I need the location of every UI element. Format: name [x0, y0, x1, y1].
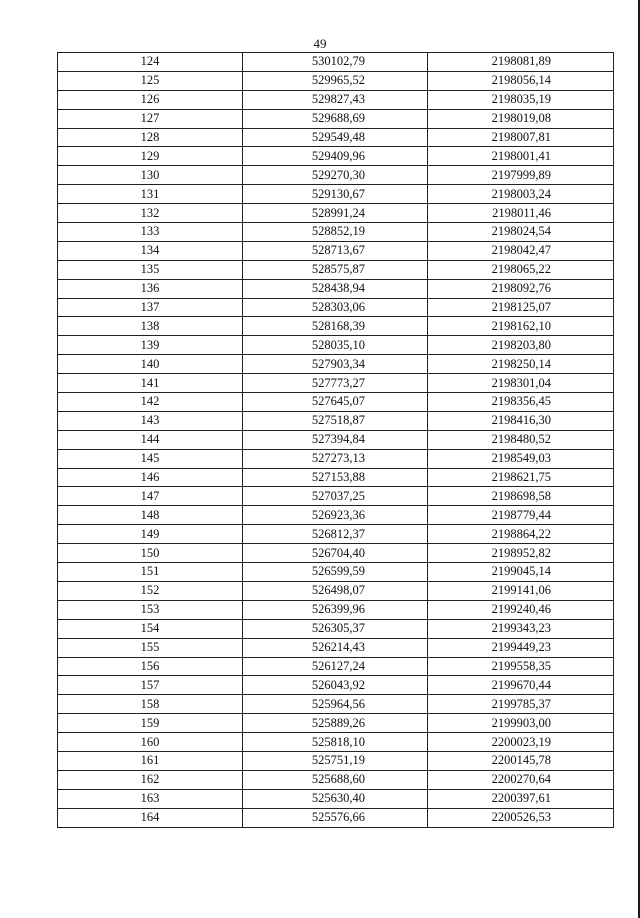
- y-coordinate-cell: 2198019,08: [428, 109, 614, 128]
- x-coordinate-cell: 527153,88: [243, 468, 428, 487]
- table-row: [58, 695, 614, 714]
- x-coordinate-cell: 529130,67: [243, 185, 428, 204]
- point-number-cell: 153: [58, 600, 243, 619]
- table-row: [58, 506, 614, 525]
- y-coordinate-cell: 2200526,53: [428, 808, 614, 827]
- point-number-cell: 145: [58, 449, 243, 468]
- y-coordinate-cell: 2198162,10: [428, 317, 614, 336]
- point-number-cell: 152: [58, 581, 243, 600]
- table-row: [58, 185, 614, 204]
- y-coordinate-cell: 2198007,81: [428, 128, 614, 147]
- table-row: [58, 525, 614, 544]
- y-coordinate-cell: 2198003,24: [428, 185, 614, 204]
- y-coordinate-cell: 2199343,23: [428, 619, 614, 638]
- x-coordinate-cell: 528168,39: [243, 317, 428, 336]
- x-coordinate-cell: 527273,13: [243, 449, 428, 468]
- point-number-cell: 127: [58, 109, 243, 128]
- y-coordinate-cell: 2200145,78: [428, 751, 614, 770]
- y-coordinate-cell: 2198035,19: [428, 90, 614, 109]
- point-number-cell: 138: [58, 317, 243, 336]
- coordinates-table: [57, 52, 614, 828]
- point-number-cell: 132: [58, 204, 243, 223]
- y-coordinate-cell: 2199449,23: [428, 638, 614, 657]
- table-row: [58, 260, 614, 279]
- table-row: [58, 676, 614, 695]
- x-coordinate-cell: 526498,07: [243, 581, 428, 600]
- point-number-cell: 129: [58, 147, 243, 166]
- x-coordinate-cell: 528303,06: [243, 298, 428, 317]
- table-row: [58, 374, 614, 393]
- table-row: [58, 638, 614, 657]
- x-coordinate-cell: 528852,19: [243, 223, 428, 242]
- x-coordinate-cell: 529270,30: [243, 166, 428, 185]
- x-coordinate-cell: 525818,10: [243, 733, 428, 752]
- table-row: [58, 544, 614, 563]
- y-coordinate-cell: 2199240,46: [428, 600, 614, 619]
- y-coordinate-cell: 2199045,14: [428, 563, 614, 582]
- x-coordinate-cell: 525688,60: [243, 770, 428, 789]
- y-coordinate-cell: 2198549,03: [428, 449, 614, 468]
- point-number-cell: 128: [58, 128, 243, 147]
- table-row: [58, 733, 614, 752]
- table-row: [58, 714, 614, 733]
- point-number-cell: 162: [58, 770, 243, 789]
- x-coordinate-cell: 528991,24: [243, 204, 428, 223]
- x-coordinate-cell: 526127,24: [243, 657, 428, 676]
- y-coordinate-cell: 2198001,41: [428, 147, 614, 166]
- y-coordinate-cell: 2198065,22: [428, 260, 614, 279]
- point-number-cell: 139: [58, 336, 243, 355]
- point-number-cell: 125: [58, 71, 243, 90]
- x-coordinate-cell: 527394,84: [243, 430, 428, 449]
- point-number-cell: 161: [58, 751, 243, 770]
- table-row: [58, 430, 614, 449]
- y-coordinate-cell: 2200023,19: [428, 733, 614, 752]
- table-row: [58, 166, 614, 185]
- table-row: [58, 449, 614, 468]
- x-coordinate-cell: 525576,66: [243, 808, 428, 827]
- point-number-cell: 159: [58, 714, 243, 733]
- x-coordinate-cell: 529827,43: [243, 90, 428, 109]
- table-row: [58, 109, 614, 128]
- y-coordinate-cell: 2199141,06: [428, 581, 614, 600]
- y-coordinate-cell: 2198250,14: [428, 355, 614, 374]
- table-row: [58, 789, 614, 808]
- point-number-cell: 164: [58, 808, 243, 827]
- table-row: [58, 808, 614, 827]
- page-number: 49: [313, 36, 327, 51]
- x-coordinate-cell: 527645,07: [243, 393, 428, 412]
- x-coordinate-cell: 529965,52: [243, 71, 428, 90]
- table-row: [58, 411, 614, 430]
- x-coordinate-cell: 530102,79: [243, 53, 428, 72]
- y-coordinate-cell: 2198024,54: [428, 223, 614, 242]
- point-number-cell: 157: [58, 676, 243, 695]
- y-coordinate-cell: 2197999,89: [428, 166, 614, 185]
- x-coordinate-cell: 528713,67: [243, 241, 428, 260]
- table-row: [58, 71, 614, 90]
- x-coordinate-cell: 528035,10: [243, 336, 428, 355]
- table-row: [58, 336, 614, 355]
- table-row: [58, 204, 614, 223]
- table-row: [58, 487, 614, 506]
- y-coordinate-cell: 2198416,30: [428, 411, 614, 430]
- x-coordinate-cell: 526399,96: [243, 600, 428, 619]
- table-row: [58, 770, 614, 789]
- x-coordinate-cell: 526305,37: [243, 619, 428, 638]
- x-coordinate-cell: 526599,59: [243, 563, 428, 582]
- y-coordinate-cell: 2200270,64: [428, 770, 614, 789]
- y-coordinate-cell: 2198125,07: [428, 298, 614, 317]
- y-coordinate-cell: 2200397,61: [428, 789, 614, 808]
- x-coordinate-cell: 526812,37: [243, 525, 428, 544]
- table-row: [58, 657, 614, 676]
- x-coordinate-cell: 525751,19: [243, 751, 428, 770]
- y-coordinate-cell: 2199670,44: [428, 676, 614, 695]
- point-number-cell: 149: [58, 525, 243, 544]
- table-row: [58, 317, 614, 336]
- x-coordinate-cell: 526043,92: [243, 676, 428, 695]
- point-number-cell: 155: [58, 638, 243, 657]
- point-number-cell: 131: [58, 185, 243, 204]
- table-row: [58, 600, 614, 619]
- point-number-cell: 126: [58, 90, 243, 109]
- table-row: [58, 751, 614, 770]
- table-row: [58, 128, 614, 147]
- y-coordinate-cell: 2198698,58: [428, 487, 614, 506]
- table-row: [58, 279, 614, 298]
- table-row: [58, 619, 614, 638]
- point-number-cell: 156: [58, 657, 243, 676]
- point-number-cell: 151: [58, 563, 243, 582]
- table-row: [58, 468, 614, 487]
- x-coordinate-cell: 529549,48: [243, 128, 428, 147]
- point-number-cell: 163: [58, 789, 243, 808]
- point-number-cell: 124: [58, 53, 243, 72]
- point-number-cell: 148: [58, 506, 243, 525]
- x-coordinate-cell: 529409,96: [243, 147, 428, 166]
- table-row: [58, 241, 614, 260]
- x-coordinate-cell: 526704,40: [243, 544, 428, 563]
- point-number-cell: 136: [58, 279, 243, 298]
- y-coordinate-cell: 2198081,89: [428, 53, 614, 72]
- x-coordinate-cell: 525889,26: [243, 714, 428, 733]
- x-coordinate-cell: 527037,25: [243, 487, 428, 506]
- point-number-cell: 140: [58, 355, 243, 374]
- x-coordinate-cell: 528438,94: [243, 279, 428, 298]
- y-coordinate-cell: 2198621,75: [428, 468, 614, 487]
- x-coordinate-cell: 526214,43: [243, 638, 428, 657]
- x-coordinate-cell: 527903,34: [243, 355, 428, 374]
- table-row: [58, 298, 614, 317]
- point-number-cell: 142: [58, 393, 243, 412]
- table-row: [58, 223, 614, 242]
- point-number-cell: 154: [58, 619, 243, 638]
- point-number-cell: 150: [58, 544, 243, 563]
- table-row: [58, 393, 614, 412]
- point-number-cell: 146: [58, 468, 243, 487]
- point-number-cell: 158: [58, 695, 243, 714]
- x-coordinate-cell: 527773,27: [243, 374, 428, 393]
- x-coordinate-cell: 529688,69: [243, 109, 428, 128]
- y-coordinate-cell: 2198011,46: [428, 204, 614, 223]
- y-coordinate-cell: 2198864,22: [428, 525, 614, 544]
- y-coordinate-cell: 2198203,80: [428, 336, 614, 355]
- table-row: [58, 147, 614, 166]
- y-coordinate-cell: 2198301,04: [428, 374, 614, 393]
- coordinates-table-body: [58, 53, 614, 828]
- y-coordinate-cell: 2199785,37: [428, 695, 614, 714]
- y-coordinate-cell: 2198056,14: [428, 71, 614, 90]
- point-number-cell: 141: [58, 374, 243, 393]
- x-coordinate-cell: 526923,36: [243, 506, 428, 525]
- table-row: [58, 563, 614, 582]
- x-coordinate-cell: 525630,40: [243, 789, 428, 808]
- y-coordinate-cell: 2198356,45: [428, 393, 614, 412]
- y-coordinate-cell: 2199903,00: [428, 714, 614, 733]
- point-number-cell: 133: [58, 223, 243, 242]
- table-row: [58, 581, 614, 600]
- y-coordinate-cell: 2198952,82: [428, 544, 614, 563]
- table-row: [58, 355, 614, 374]
- x-coordinate-cell: 528575,87: [243, 260, 428, 279]
- point-number-cell: 134: [58, 241, 243, 260]
- y-coordinate-cell: 2199558,35: [428, 657, 614, 676]
- point-number-cell: 143: [58, 411, 243, 430]
- point-number-cell: 135: [58, 260, 243, 279]
- y-coordinate-cell: 2198092,76: [428, 279, 614, 298]
- table-row: [58, 90, 614, 109]
- point-number-cell: 147: [58, 487, 243, 506]
- point-number-cell: 160: [58, 733, 243, 752]
- x-coordinate-cell: 525964,56: [243, 695, 428, 714]
- table-row: [58, 53, 614, 72]
- point-number-cell: 130: [58, 166, 243, 185]
- y-coordinate-cell: 2198042,47: [428, 241, 614, 260]
- point-number-cell: 144: [58, 430, 243, 449]
- y-coordinate-cell: 2198779,44: [428, 506, 614, 525]
- x-coordinate-cell: 527518,87: [243, 411, 428, 430]
- point-number-cell: 137: [58, 298, 243, 317]
- y-coordinate-cell: 2198480,52: [428, 430, 614, 449]
